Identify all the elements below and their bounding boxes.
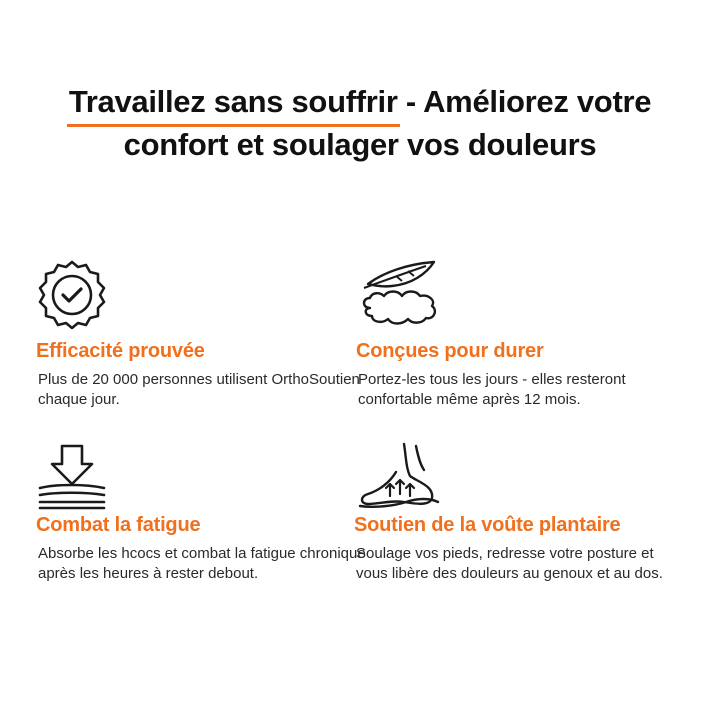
feature-text: Portez-les tous les jours - elles resteront confortable même après 12 mois. [358, 371, 626, 408]
feather-cushion-icon [356, 258, 446, 330]
feature-text: Soulage vos pieds, redresse votre posture et vous libère des douleurs au genoux et au dos. [356, 545, 663, 582]
feature-title: Efficacité prouvée [36, 340, 205, 362]
pressure-absorb-icon [36, 442, 108, 510]
headline-line2: confort et soulager vos douleurs [123, 127, 597, 162]
headline-underlined: Travaillez sans souffrir [69, 80, 398, 123]
feature-title: Combat la fatigue [36, 514, 201, 536]
headline-rest-line1: - Améliorez votre [397, 84, 652, 119]
foot-arch-support-icon [354, 442, 444, 514]
feature-text: Absorbe les hcocs et combat la fatigue chronique après les heures à rester debout. [38, 545, 366, 582]
verified-badge-icon [36, 258, 108, 330]
feature-title: Conçues pour durer [356, 340, 544, 362]
page-headline [0, 80, 720, 166]
headline-underline [67, 124, 400, 127]
feature-text: Plus de 20 000 personnes utilisent OrthoSoutien chaque jour. [38, 371, 360, 408]
feature-title: Soutien de la voûte plantaire [354, 514, 621, 536]
